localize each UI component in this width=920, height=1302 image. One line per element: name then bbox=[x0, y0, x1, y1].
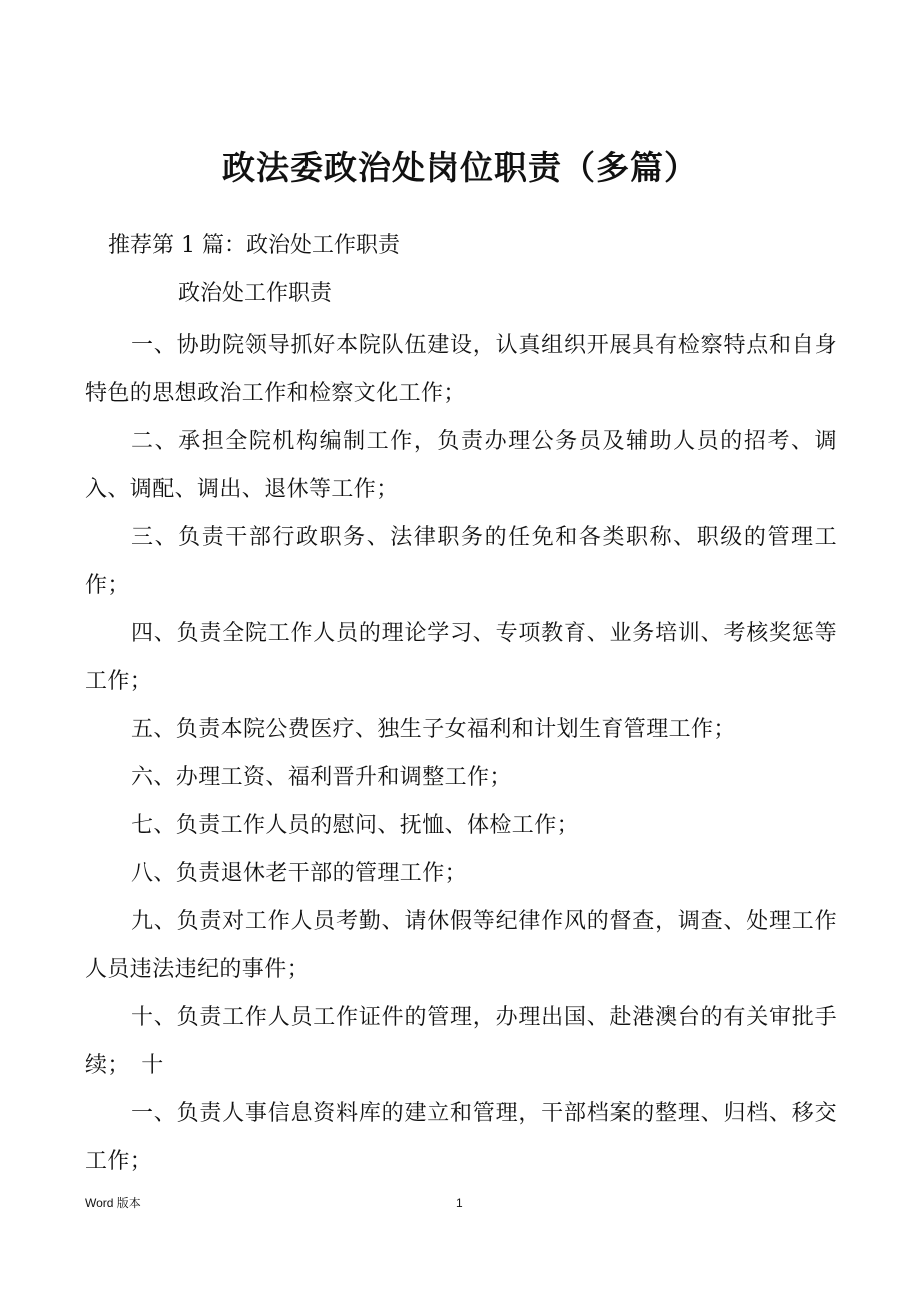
paragraph-4: 四、负责全院工作人员的理论学习、专项教育、业务培训、考核奖惩等工作； bbox=[85, 621, 837, 694]
paragraph-5: 五、负责本院公费医疗、独生子女福利和计划生育管理工作； bbox=[131, 717, 736, 742]
paragraph-10: 十、负责工作人员工作证件的管理，办理出国、赴港澳台的有关审批手续； 十 bbox=[85, 1005, 837, 1078]
document-title: 政法委政治处岗位职责（多篇） bbox=[222, 148, 698, 187]
footer-label: Word 版本 bbox=[85, 1196, 141, 1210]
paragraph-7: 七、负责工作人员的慰问、抚恤、体检工作； bbox=[131, 813, 580, 838]
section-title: 政治处工作职责 bbox=[178, 281, 333, 306]
recommend-heading: 推荐第 1 篇：政治处工作职责 bbox=[108, 233, 400, 258]
paragraph-11: 一、负责人事信息资料库的建立和管理，干部档案的整理、归档、移交工作； bbox=[85, 1101, 837, 1174]
page-number: 1 bbox=[456, 1196, 463, 1210]
paragraph-1: 一、协助院领导抓好本院队伍建设，认真组织开展具有检察特点和自身特色的思想政治工作和检察文化工作； bbox=[85, 333, 837, 406]
paragraph-2: 二、承担全院机构编制工作，负责办理公务员及辅助人员的招考、调入、调配、调出、退休等工作； bbox=[85, 429, 837, 502]
paragraph-6: 六、办理工资、福利晋升和调整工作； bbox=[131, 765, 512, 790]
paragraph-8: 八、负责退休老干部的管理工作； bbox=[131, 861, 468, 886]
paragraph-9: 九、负责对工作人员考勤、请休假等纪律作风的督查，调查、处理工作人员违法违纪的事件； bbox=[85, 909, 837, 982]
document-body bbox=[85, 322, 837, 1186]
paragraph-3: 三、负责干部行政职务、法律职务的任免和各类职称、职级的管理工作； bbox=[85, 525, 837, 598]
